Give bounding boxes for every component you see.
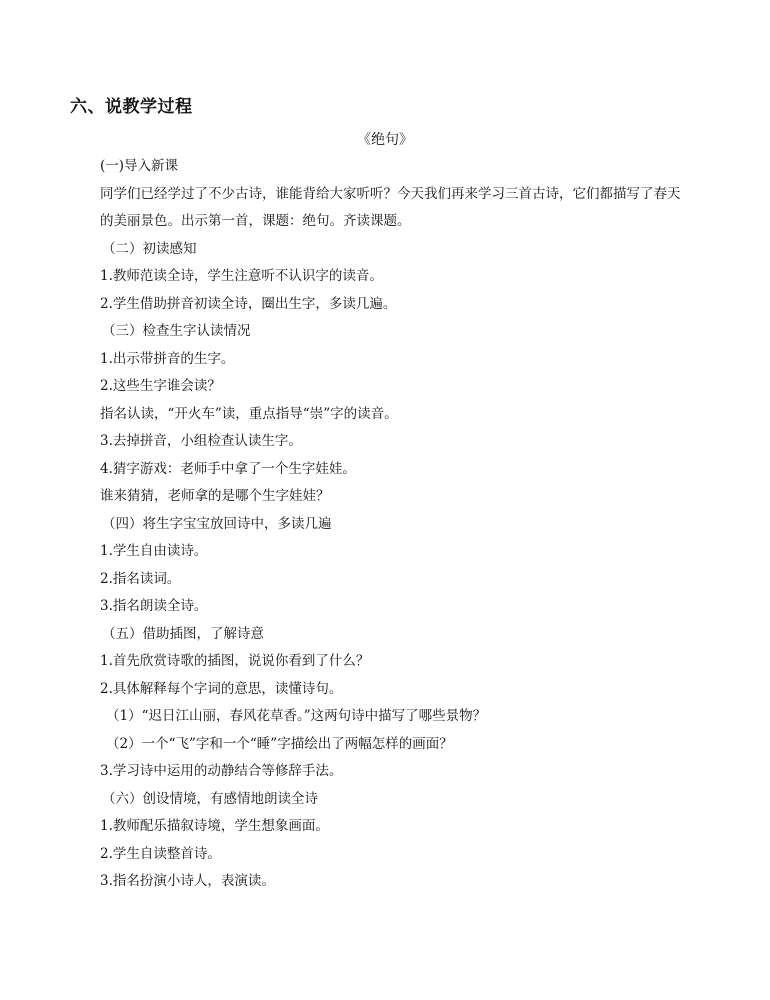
list-item: 1.学生自由读诗。 xyxy=(100,543,208,559)
section-illustration: （五）借助插图，了解诗意 xyxy=(102,625,264,642)
list-item: 1.教师范读全诗，学生注意听不认识字的读音。 xyxy=(100,268,383,284)
section-check-characters: （三）检查生字认读情况 xyxy=(102,323,251,339)
list-item: 指名认读，“开火车”读，重点指导“崇”字的读音。 xyxy=(100,405,398,422)
list-item: 3.指名扮演小诗人，表演读。 xyxy=(100,873,275,889)
list-item: 1.出示带拼音的生字。 xyxy=(100,350,235,367)
list-item: 1.教师配乐描叙诗境，学生想象画面。 xyxy=(100,818,329,834)
list-item: 3.指名朗读全诗。 xyxy=(100,598,208,614)
lesson-body xyxy=(100,153,700,896)
section-import: (一)导入新课 xyxy=(100,158,179,174)
section-first-reading: （二）初读感知 xyxy=(102,240,197,257)
list-item: 1.首先欣赏诗歌的插图，说说你看到了什么？ xyxy=(100,653,370,669)
list-item: 2.学生借助拼音初读全诗，圈出生字，多读几遍。 xyxy=(100,295,397,312)
list-item: 4.猜字游戏：老师手中拿了一个生字娃娃。 xyxy=(100,460,356,477)
list-subitem: （2）一个“飞”字和一个“睡”字描绘出了两幅怎样的画面？ xyxy=(106,735,453,752)
intro-paragraph: 同学们已经学过了不少古诗，谁能背给大家听听？今天我们再来学习三首古诗，它们都描写了春天的美丽景色。出示第一首，课题：绝句。齐读课题。 xyxy=(100,185,681,229)
list-subitem: （1）“迟日江山丽，春风花草香。”这两句诗中描写了哪些景物？ xyxy=(106,708,487,724)
list-item: 2.具体解释每个字词的意思，读懂诗句。 xyxy=(100,680,343,697)
list-item: 2.指名读词。 xyxy=(100,570,181,587)
list-item: 2.学生自读整首诗。 xyxy=(100,845,221,862)
section-heading: 六、说教学过程 xyxy=(70,97,193,117)
list-item: 谁来猜猜，老师拿的是哪个生字娃娃？ xyxy=(100,488,330,504)
list-item: 3.学习诗中运用的动静结合等修辞手法。 xyxy=(100,763,343,779)
list-item: 2.这些生字谁会读？ xyxy=(100,378,221,394)
poem-title: 《绝句》 xyxy=(357,132,413,148)
section-emotional-reading: （六）创设情境，有感情地朗读全诗 xyxy=(102,790,318,807)
list-item: 3.去掉拼音，小组检查认读生字。 xyxy=(100,433,302,449)
section-read-poem: （四）将生字宝宝放回诗中，多读几遍 xyxy=(102,515,332,532)
